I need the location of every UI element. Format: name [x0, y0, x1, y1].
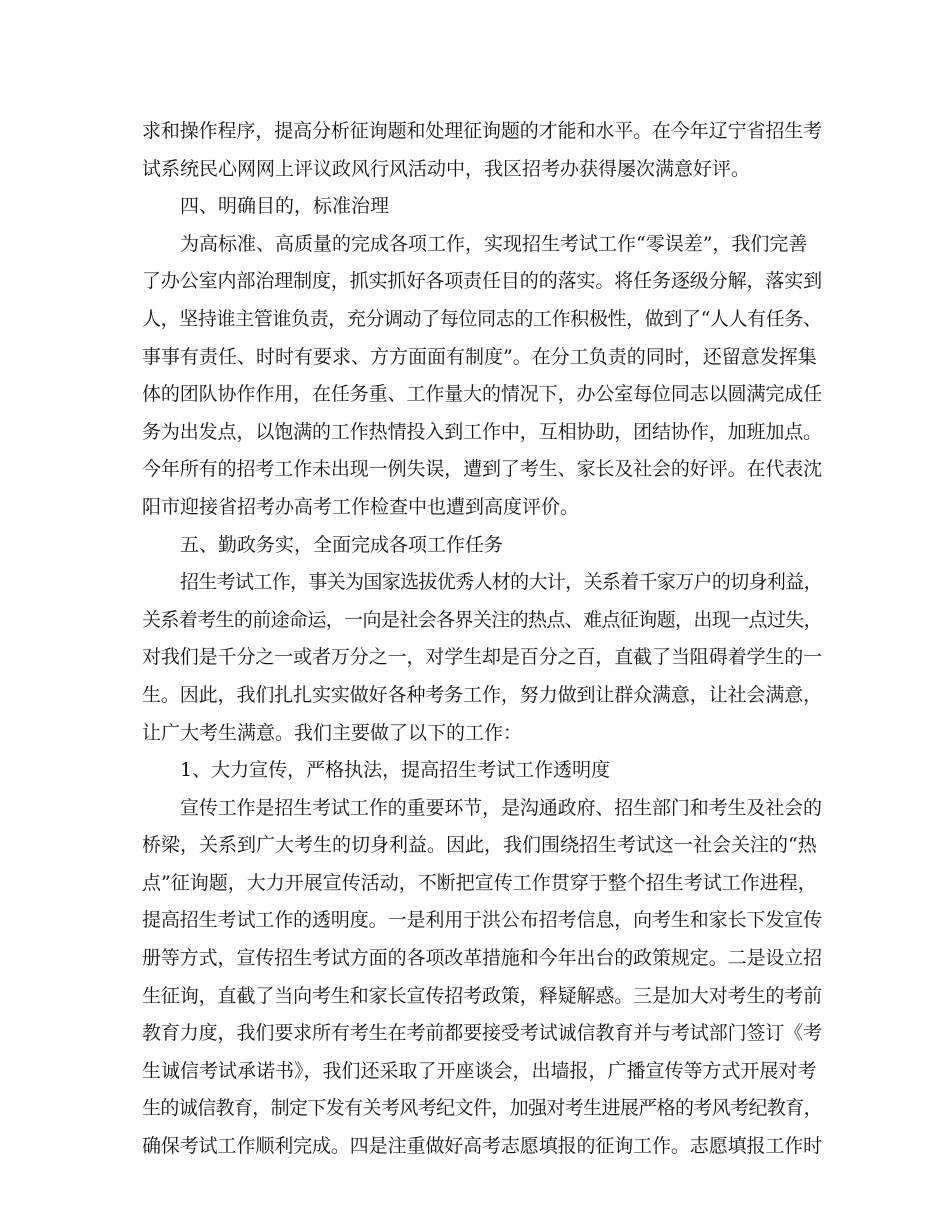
- paragraph-line: 对我们是千分之一或者万分之一，对学生却是百分之百，直截了当阻碍着学生的一: [142, 646, 823, 669]
- paragraph-line: 教育力度，我们要求所有考生在考前都要接受考试诚信教育并与考试部门签订《考: [142, 1022, 823, 1045]
- paragraph-line: 体的团队协作作用，在任务重、工作量大的情况下，办公室每位同志以圆满完成任: [142, 383, 823, 406]
- paragraph-line-indented: 1、大力宣传，严格执法，提高招生考试工作透明度: [180, 759, 611, 782]
- paragraph-line-indented: 招生考试工作，事关为国家选拔优秀人材的大计，关系着千家万户的切身利益，: [180, 571, 822, 594]
- paragraph-line: 人，坚持谁主管谁负责，充分调动了每位同志的工作积极性，做到了“人人有任务、: [142, 307, 822, 330]
- paragraph-line: 让广大考生满意。我们主要做了以下的工作：: [142, 721, 523, 744]
- paragraph-line-indented: 四、明确目的，标准治理: [180, 195, 390, 218]
- paragraph-line: 生。因此，我们扎扎实实做好各种考务工作，努力做到让群众满意，让社会满意，: [142, 683, 823, 706]
- paragraph-line: 生的诚信教育，制定下发有关考风考纪文件，加强对考生进展严格的考风考纪教育，: [142, 1097, 823, 1120]
- paragraph-line: 生征询，直截了当向考生和家长宣传招考政策，释疑解惑。三是加大对考生的考前: [142, 984, 823, 1007]
- document-body: [142, 113, 822, 1166]
- paragraph-line: 试系统民心网网上评议政风行风活动中，我区招考办获得屡次满意好评。: [142, 157, 751, 180]
- paragraph-line: 桥梁，关系到广大考生的切身利益。因此，我们围绕招生考试这一社会关注的“热: [142, 834, 817, 857]
- paragraph-line: 求和操作程序，提高分析征询题和处理征询题的才能和水平。在今年辽宁省招生考: [142, 120, 823, 142]
- paragraph-line: 确保考试工作顺利完成。四是注重做好高考志愿填报的征询工作。志愿填报工作时: [142, 1135, 823, 1158]
- paragraph-line: 了办公室内部治理制度，抓实抓好各项责任目的的落实。将任务逐级分解，落实到: [142, 270, 823, 293]
- paragraph-line: 点”征询题，大力开展宣传活动，不断把宣传工作贯穿于整个招生考试工作进程，: [142, 871, 817, 894]
- paragraph-line: 册等方式，宣传招生考试方面的各项改革措施和今年出台的政策规定。二是设立招: [142, 947, 823, 970]
- paragraph-line-indented: 五、勤政务实，全面完成各项工作任务: [180, 533, 504, 556]
- paragraph-line: 生诚信考试承诺书》，我们还采取了开座谈会，出墙报，广播宣传等方式开展对考: [142, 1059, 817, 1082]
- paragraph-line: 关系着考生的前途命运，一向是社会各界关注的热点、难点征询题，出现一点过失，: [142, 608, 823, 631]
- paragraph-line: 今年所有的招考工作未出现一例失误，遭到了考生、家长及社会的好评。在代表沈: [142, 458, 823, 481]
- paragraph-line-indented: 宣传工作是招生考试工作的重要环节，是沟通政府、招生部门和考生及社会的: [180, 796, 822, 819]
- paragraph-line: 提高招生考试工作的透明度。一是利用于洪公布招考信息，向考生和家长下发宣传: [142, 909, 823, 932]
- paragraph-line: 阳市迎接省招考办高考工作检查中也遭到高度评价。: [142, 495, 580, 518]
- paragraph-line: 务为出发点，以饱满的工作热情投入到工作中，互相协助，团结协作，加班加点。: [142, 420, 823, 443]
- paragraph-line-indented: 为高标准、高质量的完成各项工作，实现招生考试工作“零误差”，我们完善: [180, 232, 808, 255]
- paragraph-line: 事事有责任、时时有要求、方方面面有制度”。在分工负责的同时，还留意发挥集: [142, 345, 817, 368]
